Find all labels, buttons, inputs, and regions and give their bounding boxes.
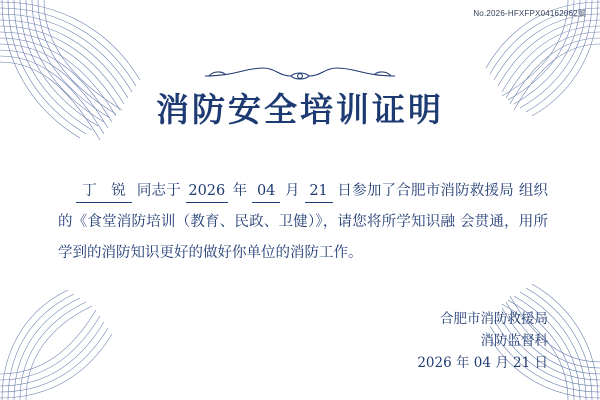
flourish-ornament-icon (195, 62, 405, 86)
issuing-department: 消防监督科 (480, 333, 548, 349)
body-line-3: 会贯通，用所学到的消防知识更好的做好你单位的消防工作。 (58, 214, 548, 261)
body-line-2: 组织的《食堂消防培训（教育、民政、卫健）》，请您将所学知识融 (58, 183, 549, 230)
signature-block (417, 308, 548, 374)
trainee-name-field[interactable]: 丁 锐 (76, 180, 132, 203)
month-unit: 月 (285, 183, 300, 199)
month-field[interactable]: 04 (252, 180, 280, 203)
year-field[interactable]: 2026 (186, 180, 228, 203)
page-title: 消防安全培训证明 (156, 90, 444, 129)
day-unit-and-org: 日参加了合肥市消防救援局 (337, 183, 514, 199)
body-prefix: 同志于 (136, 183, 181, 199)
serial-number: No.2026-HFXFPX04162062號 (473, 9, 586, 18)
issuing-organization: 合肥市消防救援局 (440, 311, 548, 327)
day-field[interactable]: 21 (305, 180, 333, 203)
certificate-body (58, 176, 548, 269)
ornament-bottom-left-icon (0, 290, 150, 400)
issue-date: 2026 年 04 月 21 日 (417, 355, 548, 371)
title-block (0, 62, 600, 130)
year-unit: 年 (232, 183, 248, 199)
